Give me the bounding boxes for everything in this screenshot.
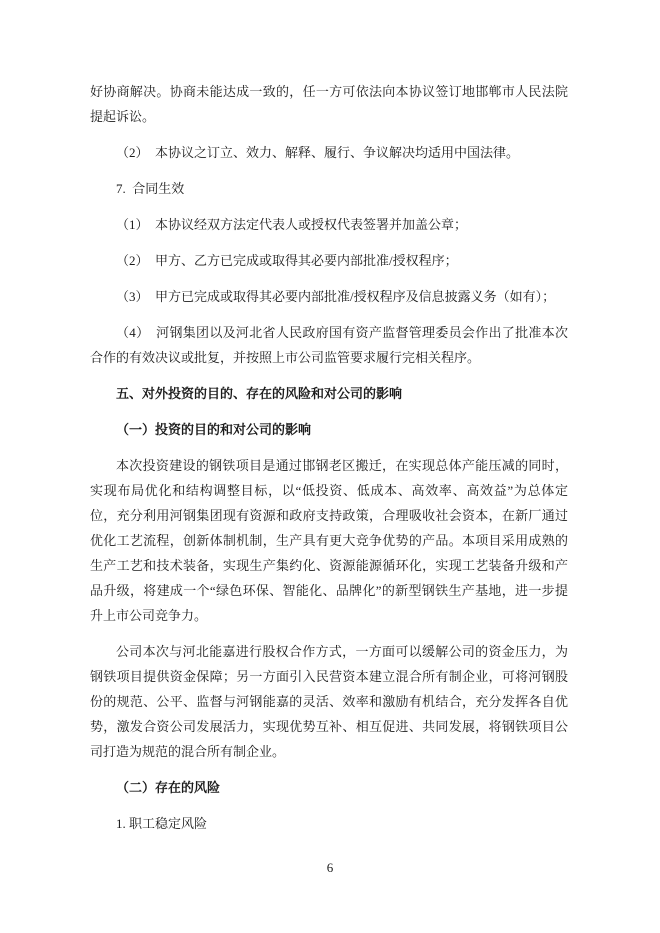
page-number: 6 (326, 860, 334, 875)
risk-item-1-employee-stability: 1. 职工稳定风险 (116, 816, 208, 831)
document-content (90, 68, 568, 847)
clause-7-contract-effective-title: 7. 合同生效 (116, 181, 185, 196)
subsection-2-heading-risks: （二）存在的风险 (116, 780, 221, 795)
paragraph-investment-purpose-2: 公司本次与河北能嘉进行股权合作方式，一方面可以缓解公司的资金压力，为钢铁项目提供资金保障；另一方面引入民营资本建立混合所有制企业，可将河钢股份的规范、公平、监督与河钢能嘉的灵活、效率和激励有机结合，充分发挥各自优势，激发合资公司发展活力，实现优势互补、相互促进、共同发展，将钢铁项目公司打造为规范的混合所有制企业。 (90, 644, 568, 759)
paragraph-investment-purpose-1: 本次投资建设的钢铁项目是通过邯钢老区搬迁，在实现总体产能压减的同时，实现布局优化和结构调整目标，以“低投资、低成本、高效率、高效益”为总体定位，充分利用河钢集团现有资源和政府支持政策，合理吸收社会资本，在新厂通过优化工艺流程，创新体制机制，生产具有更大竞争优势的产品。本项目采用成熟的生产工艺和技术装备，实现生产集约化、资源能源循环化，实现工艺装备升级和产品升级，将建成一个“绿色环保、智能化、品牌化”的新型钢铁生产基地，进一步提升上市公司竞争力。 (90, 458, 568, 623)
paragraph-dispute-resolution-continuation: 好协商解决。协商未能达成一致的，任一方可依法向本协议签订地邯郸市人民法院提起诉讼。 (90, 84, 568, 124)
clause-applicable-law: （2） 本协议之订立、效力、解释、履行、争议解决均适用中国法律。 (116, 145, 520, 160)
section-5-heading: 五、对外投资的目的、存在的风险和对公司的影响 (116, 386, 403, 401)
subsection-1-heading-investment-purpose: （一）投资的目的和对公司的影响 (116, 422, 312, 437)
clause-7-item-4: （4） 河钢集团以及河北省人民政府国有资产监督管理委员会作出了批准本次合作的有效决议或批复，并按照上市公司监管要求履行完相关程序。 (90, 325, 568, 365)
clause-7-item-1: （1） 本协议经双方法定代表人或授权代表签署并加盖公章； (116, 217, 468, 232)
clause-7-item-2: （2） 甲方、乙方已完成或取得其必要内部批准/授权程序； (116, 253, 458, 268)
clause-7-item-3: （3） 甲方已完成或取得其必要内部批准/授权程序及信息披露义务（如有）； (116, 289, 556, 304)
